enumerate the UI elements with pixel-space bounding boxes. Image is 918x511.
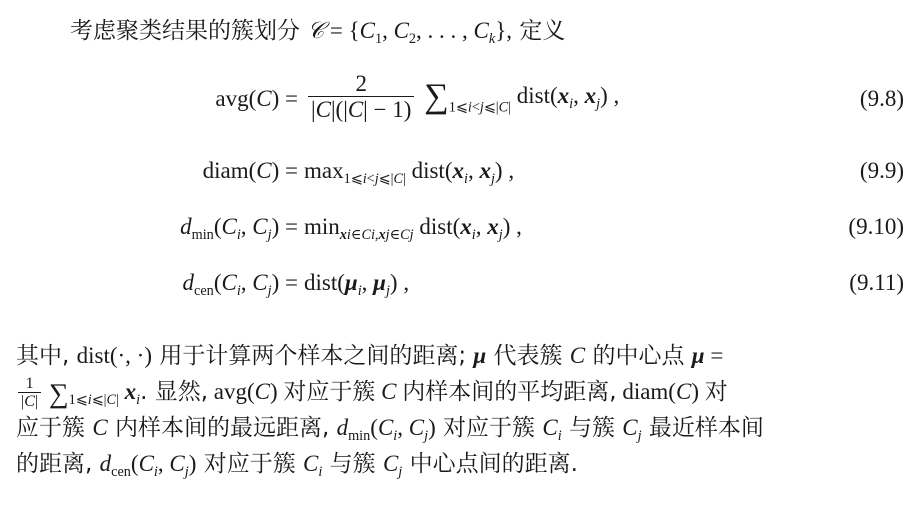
equation-lhs: diam(C) = <box>202 158 298 183</box>
equation-lhs: $d_{cen}(C_i$, $C_j$) = <box>182 270 298 299</box>
paragraph-line: $\frac{1}{|C|}$ $\sum_{1⩽i⩽|C|}$ $x_i$. 显然, avg(C) 对应于簇 C 内样本间的平均距离, diam(C) 对 <box>16 374 906 410</box>
intro-line <box>70 12 565 45</box>
intro-text: 考虑聚类结果的簇划分 <box>70 18 300 44</box>
equation-rhs: $\min_{xi\in Ci,xj\in Cj}$ $dist(x_i$, $x_j$) , <box>304 214 522 243</box>
paragraph-line: 应于簇 C 内样本间的最远距离, $d_{min}(C_i$, $C_j$) 对应于簇 $C_i$ 与簇 $C_j$ 最近样本间 <box>16 415 764 444</box>
equation-rhs: $dist(\mu_i$, $\mu_j$) , <box>304 270 410 299</box>
equation-rhs: $\max_{1⩽i<j⩽|C|}$ $dist(x_i$, $x_j$) , <box>304 158 515 187</box>
paragraph-line: 其中, dist(·, ·) 用于计算两个样本之间的距离; μ 代表簇 C 的中心点 μ = <box>16 343 724 369</box>
equation-rhs: $\frac{2}{|C|(|C| - 1)}$ $\sum_{1⩽i<j⩽|C|}$ $dist(x_i$, $x_j$) , <box>304 72 619 124</box>
equation-number: (9.8) <box>859 86 904 111</box>
equation-number: (9.10) <box>848 214 904 239</box>
equation-number: (9.11) <box>849 270 904 295</box>
intro-suffix: 定义 <box>519 18 566 44</box>
equation-lhs: avg(C) = <box>215 86 298 111</box>
explanation-paragraph <box>16 338 906 482</box>
paragraph-line: 的距离, $d_{cen}(C_i$, $C_j$) 对应于簇 $C_i$ 与簇 $C_j$ 中心点间的距离. <box>16 451 578 480</box>
cluster-partition-set: 𝒞 = {$C_1$, $C_2$, . . . , $C_k$}, <box>307 18 513 47</box>
equation-lhs: $d_{min}(C_i$, $C_j$) = <box>180 214 298 243</box>
equation-number: (9.9) <box>859 158 904 183</box>
